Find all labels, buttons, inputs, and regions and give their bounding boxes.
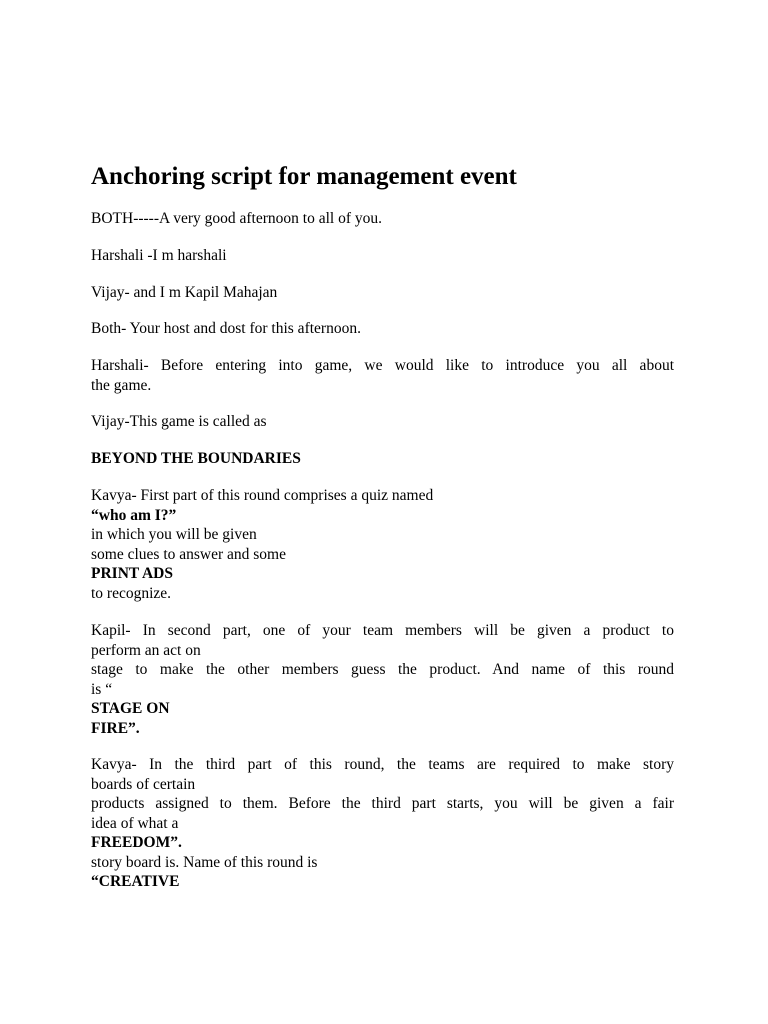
paragraph-game-name-lead: Vijay-This game is called as	[91, 413, 267, 430]
paragraph-harshali-intro: Harshali -I m harshali	[91, 247, 227, 264]
round-name-part: “CREATIVE	[91, 873, 180, 890]
paragraph-vijay-intro: Vijay- and I m Kapil Mahajan	[91, 284, 278, 301]
text-line: Kapil- In second part, one of your team members will be given a product to	[91, 622, 674, 639]
text-line: Kavya- First part of this round comprises a quiz named	[91, 487, 434, 504]
round-name-part: FREEDOM”.	[91, 834, 182, 851]
text-line: the game.	[91, 376, 152, 394]
round-name-part: STAGE ON	[91, 700, 170, 717]
paragraph-greeting: BOTH-----A very good afternoon to all of you.	[91, 210, 382, 227]
paragraph-round-two	[91, 621, 674, 738]
paragraph-round-three	[91, 755, 674, 892]
paragraph-game-intro	[91, 356, 674, 395]
text-line: boards of certain	[91, 775, 196, 793]
text-line: is “	[91, 680, 113, 698]
text-line: idea of what a	[91, 814, 179, 832]
round-name-part: FIRE”.	[91, 719, 140, 737]
text-line: to recognize.	[91, 584, 172, 602]
text-line: story board is. Name of this round is	[91, 853, 318, 871]
print-ads-label: PRINT ADS	[91, 565, 173, 582]
paragraph-hosts: Both- Your host and dost for this afternoon.	[91, 320, 361, 337]
quiz-name: “who am I?”	[91, 506, 177, 524]
text-line: stage to make the other members guess the product. And name of this round	[91, 661, 674, 678]
paragraph-round-one	[91, 486, 674, 603]
text-line: some clues to answer and some	[91, 545, 286, 563]
text-line: Harshali- Before entering into game, we would like to introduce you all about	[91, 357, 674, 374]
text-line: Kavya- In the third part of this round, the teams are required to make story	[91, 756, 674, 773]
document-title: Anchoring script for management event	[91, 163, 517, 190]
game-name-heading: BEYOND THE BOUNDARIES	[91, 450, 301, 467]
text-line: in which you will be given	[91, 526, 257, 543]
text-line: products assigned to them. Before the third part starts, you will be given a fair	[91, 795, 674, 812]
text-line: perform an act on	[91, 641, 201, 659]
